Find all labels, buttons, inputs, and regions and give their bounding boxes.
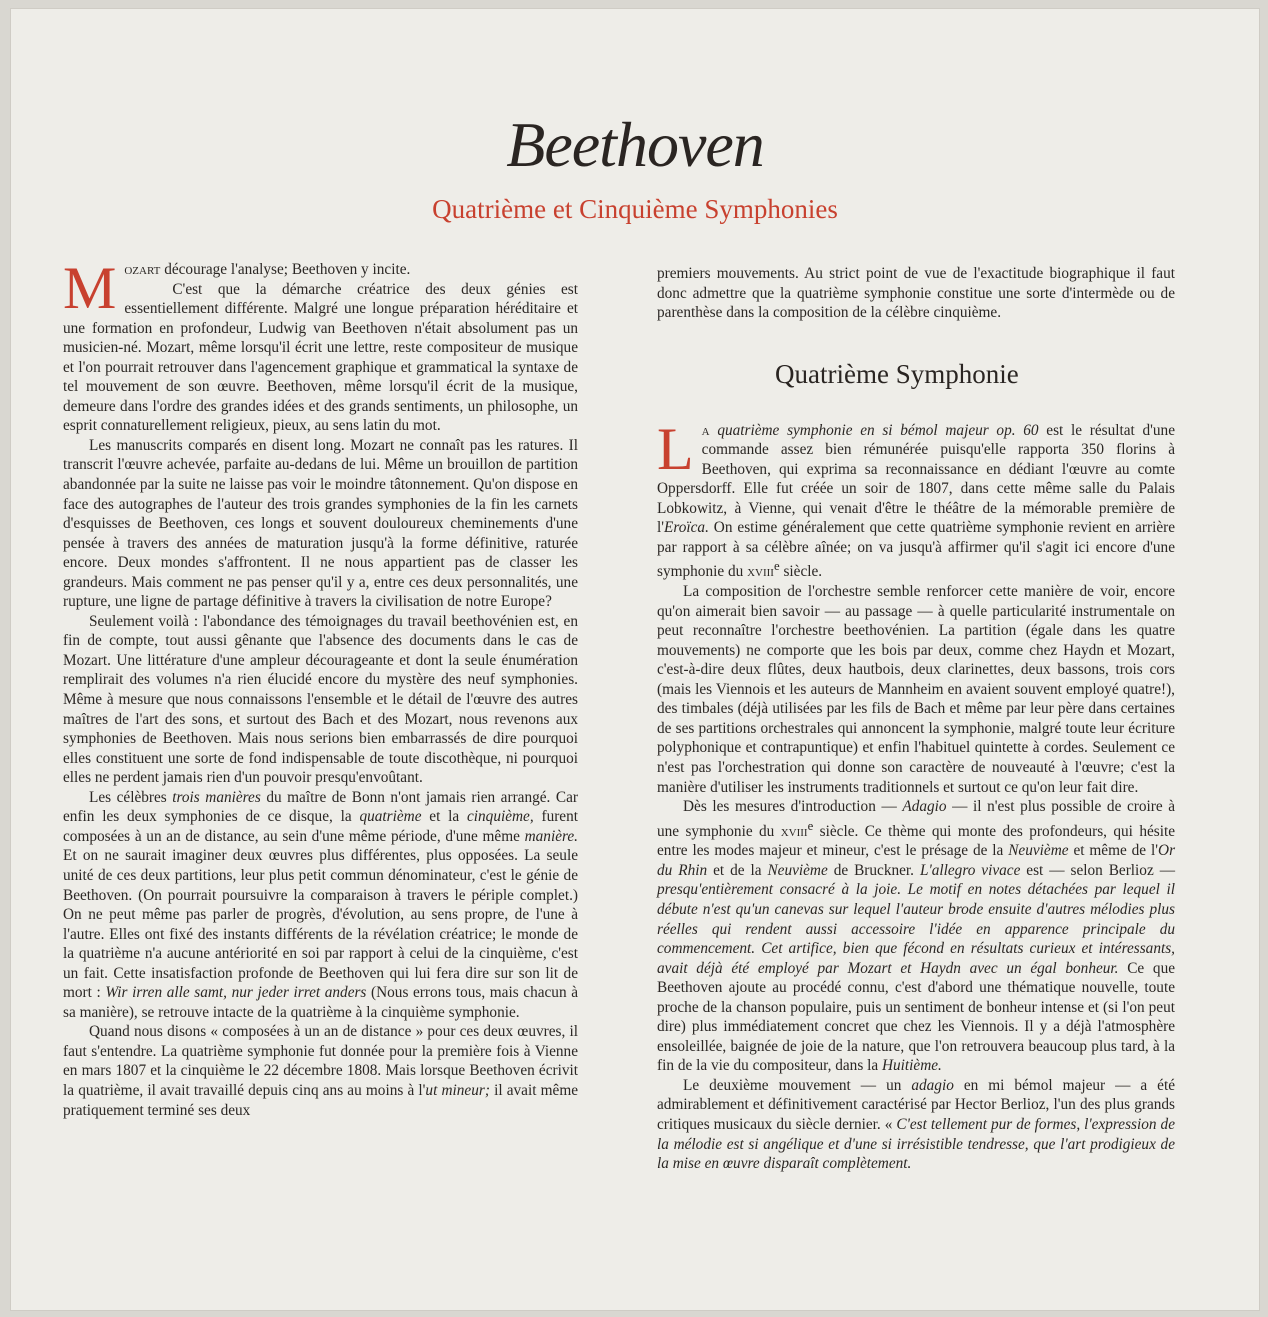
italic-text: trois manières (172, 788, 261, 806)
text-run: et de la (707, 861, 768, 879)
text-run: du maître de Bonn n'ont jamais rien arrangé. Car enfin les deux symphonies de ce disque, la (63, 788, 578, 826)
italic-text: Huitième. (881, 1057, 942, 1075)
italic-text: Adagio (902, 798, 947, 816)
italic-text: Or du Rhin (657, 842, 1176, 879)
paragraph-introduction (657, 797, 1175, 1076)
text-run: siècle. Ce thème qui monte des profondeurs, qui hésite entre les modes majeur et mineur, c'est le présage de la (657, 822, 1175, 860)
drop-cap: L (657, 415, 694, 482)
text-run: (Nous errons tous, mais chacun à sa manière), se retrouve intacte de la quatrième à la cinquième symphonie. (63, 984, 578, 1021)
text-run: Les célèbres (89, 788, 173, 806)
small-caps-text: xviii (780, 822, 808, 840)
section-title: Quatrième Symphonie (775, 358, 1019, 389)
text-run: furent composées à un an de distance, au sein d'une même période, d'une même (63, 808, 578, 845)
drop-cap: M (63, 255, 117, 321)
small-caps-text: a (701, 421, 710, 439)
italic-text: L'allegro vivace (919, 861, 1021, 879)
paragraph-manners (63, 788, 578, 1023)
right-column (657, 264, 1175, 1174)
italic-text: quatrième symphonie en si bémol majeur op. 60 (709, 421, 1039, 439)
text-run: Le deuxième mouvement — un (683, 1076, 912, 1094)
text-run: Dès les mesures d'introduction — (683, 798, 903, 816)
paragraph-manuscripts: Les manuscrits comparés en disent long. Mozart ne connaît pas les ratures. Il transcrit l'œuvre achevée, parfaite au-dedans de lui. Même un brouillon de partition abandonnée par la suite ne laisse pas voir le moindre tâtonnement. Qu'on dispose en face des autographes de l'auteur des trois grandes symphonies de la fin les carnets d'esquisses de Beethoven, ces longs et souvent douloureux cheminements d'une pensée à travers des années de maturation jusqu'à la forme définitive, raturée encore. Deux mondes s'affrontent. Il ne nous appartient pas de classer les grandeurs. Mais comment ne pas penser qu'il y a, entre ces deux personnalités, une rupture, une ligne de partage définitive à travers la civilisation de notre Europe? (63, 436, 578, 611)
text-run: et même de l' (1068, 842, 1159, 860)
italic-text: manière. (524, 827, 578, 845)
italic-text: adagio (911, 1076, 954, 1094)
text-run: Quand nous disons « composées à un an de distance » pour ces deux œuvres, il faut s'entendre. La quatrième symphonie fut donnée pour la première fois à Vienne en mars 1807 et la cinquième le 22 décembre 1808. Mais lorsque Beethoven écrivit la quatrième, il avait travaillé depuis cinq ans au moins à l' (63, 1023, 578, 1099)
italic-text: C'est tellement pur de formes, l'expression de la mélodie est si angélique et d'une si irrésistible tendresse, que l'art prodigieux de la mise en œuvre disparaît complètement. (657, 1115, 1175, 1173)
italic-text: presqu'entièrement consacré à la joie. Le motif en notes détachées par lequel il débute n'est qu'un canevas sur lequel l'auteur brode ensuite d'autres mélodies plus réelles qui rendent aussi accessoire l'idée en apparence principale du commencement. Cet artifice, bien que fécond en résultats curieux et intéressants, avait déjà été employé par Mozart et Haydn avec un égal bonheur. (657, 881, 1175, 977)
text-run: est — selon Berlioz — (1020, 861, 1175, 879)
paragraph-intro (63, 255, 578, 436)
italic-text: cinquième, (466, 808, 534, 826)
text-run: Ce que Beethoven ajoute au procédé connu, c'est d'abord une thématique nouvelle, toute proche de la chanson populaire, puis un sentiment de bonheur intense et (si l'on peut dire) plus immédiatement concret que chez les Viennois. Il y a déjà l'atmosphère ensoleillée, baignée de joie de la nature, que l'on retrouvera beaucoup plus tard, à la fin de la vie du compositeur, dans la (657, 959, 1176, 1075)
paragraph-distance (63, 1022, 578, 1120)
page-subtitle: Quatrième et Cinquième Symphonies (432, 194, 838, 224)
text-run: — il n'est plus possible de croire à une symphonie du (657, 798, 1175, 840)
small-caps-text: ozart (124, 261, 161, 278)
left-column (63, 255, 579, 1120)
italic-text: Neuvième (1008, 842, 1069, 860)
superscript: e (807, 818, 814, 833)
page (10, 8, 1260, 1311)
paragraph-continuation: premiers mouvements. Au strict point de vue de l'exactitude biographique il faut donc admettre que la quatrième symphonie constitue une sorte d'intermède ou de parenthèse dans la composition de la célèbre cinquième. (657, 265, 1175, 322)
italic-text: Wir irren alle samt, nur jeder irret anders (105, 984, 367, 1002)
text-run: siècle. (779, 563, 823, 581)
paragraph-orchestra: La composition de l'orchestre semble renforcer cette manière de voir, encore qu'on aimerait bien savoir — au passage — à quelle particularité instrumentale on peut reconnaître l'orchestre beethovénien. La partition (égale dans les quatre mouvements) ne comporte que les bois par deux, comme chez Haydn et Mozart, c'est-à-dire deux flûtes, deux hautbois, deux clarinettes, deux bassons, trois cors (mais les Viennois et les auteurs de Mannheim en avaient souvent employé quatre!), des timbales (déjà utilisées par les fils de Bach et même par leur père dans certaines de ses partitions orchestrales qui annoncent la symphonie, malgré toute leur écriture polyphonique et contrapuntique) et enfin l'habituel quintette à cordes. Seulement ce n'est pas l'orchestration qui donne son caractère de nouveauté à l'œuvre; c'est la manière d'utiliser les instruments traditionnels et surtout ce qu'on leur fait dire. (657, 583, 1175, 796)
text-run: en mi bémol majeur — a été admirablement et définitivement caractérisé par Hector Berlioz, l'un des plus grands critiques musicaux du siècle dernier. « (657, 1076, 1175, 1133)
small-caps-text: xviii (747, 563, 774, 581)
paragraph-abundance: Seulement voilà : l'abondance des témoignages du travail beethovénien est, en fin de compte, tout aussi gênante que l'absence des documents dans le cas de Mozart. Une littérature d'une ampleur décourageante et dont la seule énumération remplirait des volumes n'a rien élucidé encore du mystère des neuf symphonies. Même à mesure que nous connaissons l'ensemble et le détail de l'œuvre des autres maîtres de l'art des sons, et surtout des Bach et des Mozart, nous revenons aux symphonies de Beethoven. Mais nous serions bien embarrassés de dire pourquoi elles constituent une sorte de fond indispensable de toute discothèque, ni pourquoi elles ne perdent jamais rien d'un pouvoir presqu'envoûtant. (63, 612, 578, 787)
text-run: On estime généralement que cette quatrième symphonie revient en arrière par rapport à sa célèbre aînée; on va jusqu'à affirmer qu'il s'agit ici encore d'une symphonie du (657, 519, 1175, 581)
page-title: Beethoven (506, 109, 764, 180)
text-run: Et on ne saurait imaginer deux œuvres plus différentes, plus opposées. La seule unité de ces deux partitions, leur plus petit commun dénominateur, c'est le génie de Beethoven. (On pourrait poursuivre la comparaison à travers le périple complet.) On ne peut même pas parler de progrès, d'évolution, au sens propre, de l'une à l'autre. Elles ont fixé des instants différents de la révélation créatrice; le monde de la quatrième n'a aucune antériorité en soi par rapport à celui de la cinquième, c'est un fait. Cette insatisfaction profonde de Beethoven qui lui fera dire sur son lit de mort : (63, 847, 578, 1002)
paragraph-fourth-symphony (657, 415, 1175, 582)
paragraph-text: C'est que la démarche créatrice des deux génies est essentiellement différente. Malgré une longue préparation héréditaire et une formation en profondeur, Ludwig van Beethoven n'était absolument pas un musicien-né. Mozart, même lorsqu'il écrit une lettre, reste compositeur de musique et l'on pourrait retrouver dans l'agencement graphique et grammatical la syntaxe de tel mouvement de son œuvre. Beethoven, même lorsqu'il écrit de la musique, demeure dans l'ordre des grandes idées et des grands sentiments, un philosophe, un esprit connaturellement religieux, pieux, au sens latin du mot. (63, 280, 578, 435)
text-run: et la (421, 808, 467, 826)
italic-text: Eroïca. (664, 519, 709, 537)
text-run: de Bruckner. (827, 861, 920, 879)
italic-text: quatrième (359, 808, 422, 826)
superscript: e (773, 559, 780, 574)
italic-text: ut mineur; (425, 1081, 490, 1099)
text-run: est le résultat d'une commande assez bien rémunérée puisqu'elle rapporta 350 florins à Beethoven, qui exprima sa reconnaissance en dédiant l'œuvre au comte Oppersdorff. Elle fut créée un soir de 1807, dans cette même salle du Palais Lobkowitz, à Vienne, qui venait d'être le théâtre de la mémorable première de l' (657, 421, 1175, 537)
text-run: il avait même pratiquement terminé ses deux (63, 1081, 579, 1119)
paragraph-text: décourage l'analyse; Beethoven y incite. (160, 261, 411, 278)
italic-text: Neuvième (767, 861, 828, 879)
paragraph-second-movement (657, 1076, 1175, 1174)
